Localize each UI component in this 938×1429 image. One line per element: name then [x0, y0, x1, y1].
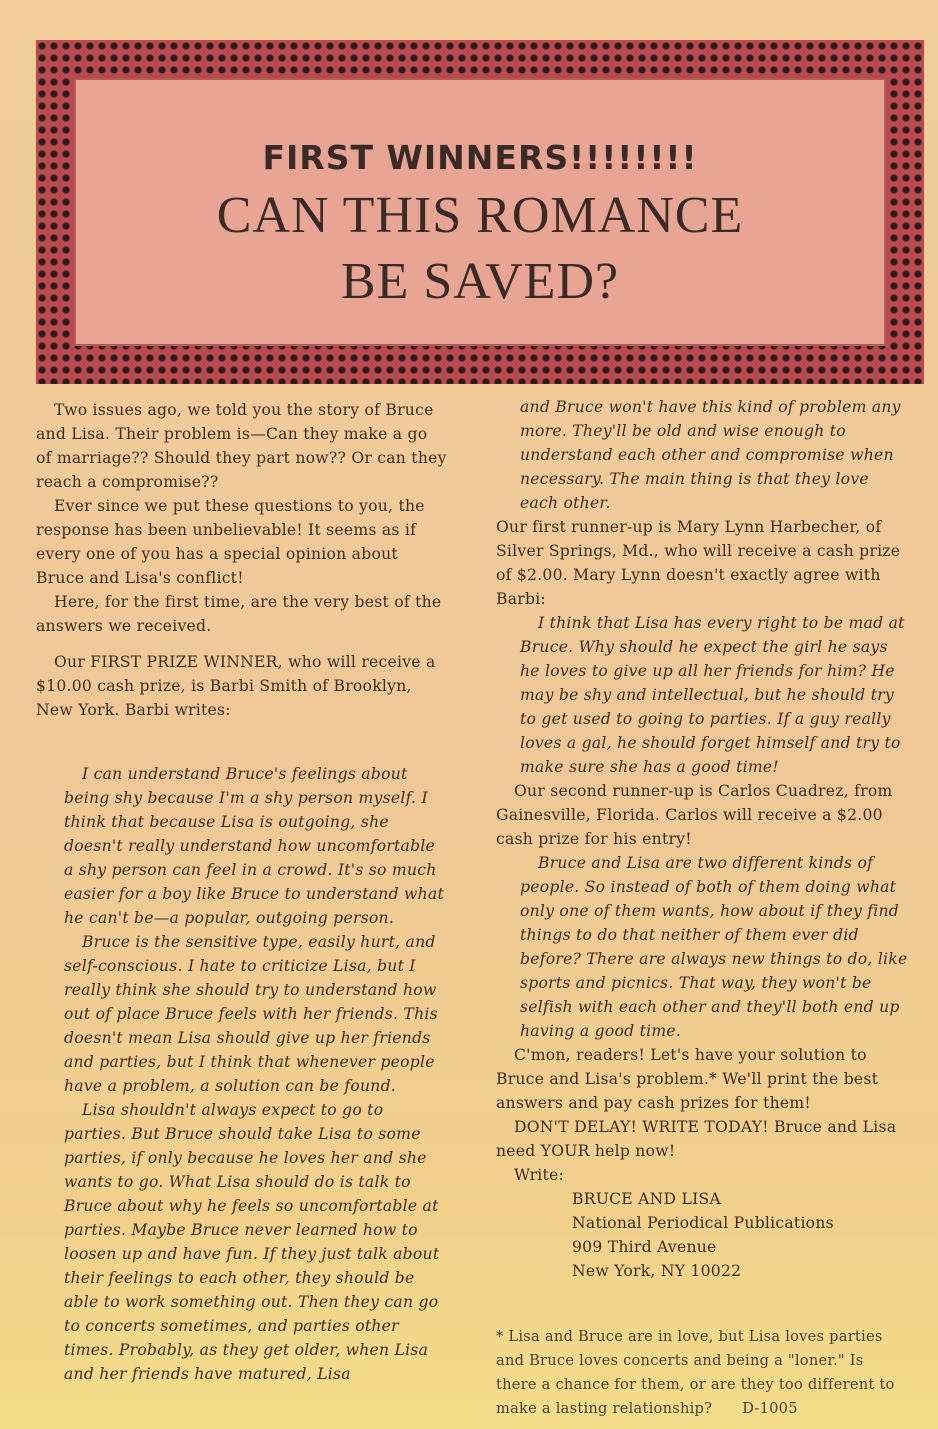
address-line: BRUCE AND LISA: [572, 1190, 721, 1208]
left-column: [36, 398, 448, 1386]
footnote-text: * Lisa and Bruce are in love, but Lisa loves parties and Bruce loves concerts and being a "loner." Is there a chance for them, or are they too different to make a lasting relationship?: [496, 1328, 895, 1417]
title-line-1: CAN THIS ROMANCE: [216, 187, 744, 244]
address-line: National Periodical Publications: [572, 1214, 834, 1232]
first-prize-paragraph: Our FIRST PRIZE WINNER, who will receive a $10.00 cash prize, is Barbi Smith of Brooklyn, New York. Barbi writes:: [36, 653, 436, 719]
winner-quote-continued: and Bruce won't have this kind of problem any more. They'll be old and wise enough to understand each other and compromise when necessary. The main thing is that they love each other.: [520, 398, 901, 512]
address-line: New York, NY 10022: [572, 1262, 742, 1280]
runner-up-quote-1: I think that Lisa has every right to be mad at Bruce. Why should he expect the girl he says he loves to give up all her friends for him? He may be shy and intellectual, but he should try to get used to going to parties. If a guy really loves a gal, he should forget himself and try to make sure she has a good time!: [520, 614, 905, 776]
intro-paragraph: Two issues ago, we told you the story of Bruce and Lisa. Their problem is—Can they make a go of marriage?? Should they part now?? Or can they reach a compromise??: [36, 401, 447, 491]
best-answers-paragraph: Here, for the first time, are the very best of the answers we received.: [36, 593, 442, 635]
banner-panel: [74, 78, 886, 346]
title-line-2: BE SAVED?: [340, 253, 620, 310]
write-today-paragraph: DON'T DELAY! WRITE TODAY! Bruce and Lisa need YOUR help now!: [496, 1118, 897, 1160]
right-column: [496, 395, 908, 1421]
title-banner: [36, 40, 924, 384]
response-paragraph: Ever since we put these questions to you, the response has been unbelievable! It seems as if every one of you has a special opinion about Bruce and Lisa's conflict!: [36, 497, 425, 587]
issue-code: D-1005: [742, 1400, 798, 1417]
footnote: [496, 1325, 908, 1421]
winner-quote-1: I can understand Bruce's feelings about being shy because I'm a shy person myself. I think that because Lisa is outgoing, she doesn't really understand how uncomfortable a shy person can feel in a crowd. It's so much easier for a boy like Bruce to understand what he can't be—a popular, outgoing person.: [64, 765, 444, 927]
call-to-action-paragraph: C'mon, readers! Let's have your solution to Bruce and Lisa's problem.* We'll print the best answers and pay cash prizes for them!: [496, 1046, 879, 1112]
kicker-heading: FIRST WINNERS!!!!!!!!: [262, 138, 698, 177]
address-line: 909 Third Avenue: [572, 1238, 717, 1256]
first-runner-up-paragraph: Our first runner-up is Mary Lynn Harbecher, of Silver Springs, Md., who will receive a cash prize of $2.00. Mary Lynn doesn't exactly agree with Barbi:: [496, 518, 901, 608]
runner-up-quote-2: Bruce and Lisa are two different kinds of people. So instead of both of them doing what only one of them wants, how about if they find things to do that neither of them ever did before? There are always new things to do, like sports and picnics. That way, they won't be selfish with each other and they'll both end up having a good time.: [520, 854, 908, 1040]
winner-quote-3: Lisa shouldn't always expect to go to parties. But Bruce should take Lisa to some parties, if only because he loves her and she wants to go. What Lisa should do is talk to Bruce about why he feels so uncomfortable at parties. Maybe Bruce never learned how to loosen up and have fun. If they just talk about their feelings to each other, they should be able to work something out. Then they can go to concerts sometimes, and parties other times. Probably, as they get older, when Lisa and her friends have matured, Lisa: [64, 1101, 440, 1383]
winner-quote-2: Bruce is the sensitive type, easily hurt, and self-conscious. I hate to criticize Lisa, but I really think she should try to understand how out of place Bruce feels with her friends. This doesn't mean Lisa should give up her friends and parties, but I think that whenever people have a problem, a solution can be found.: [64, 933, 438, 1095]
write-label: Write:: [514, 1166, 565, 1184]
mailing-address: [496, 1187, 908, 1283]
second-runner-up-paragraph: Our second runner-up is Carlos Cuadrez, from Gainesville, Florida. Carlos will receive a $2.00 cash prize for his entry!: [496, 782, 893, 848]
page-title: [74, 183, 886, 315]
